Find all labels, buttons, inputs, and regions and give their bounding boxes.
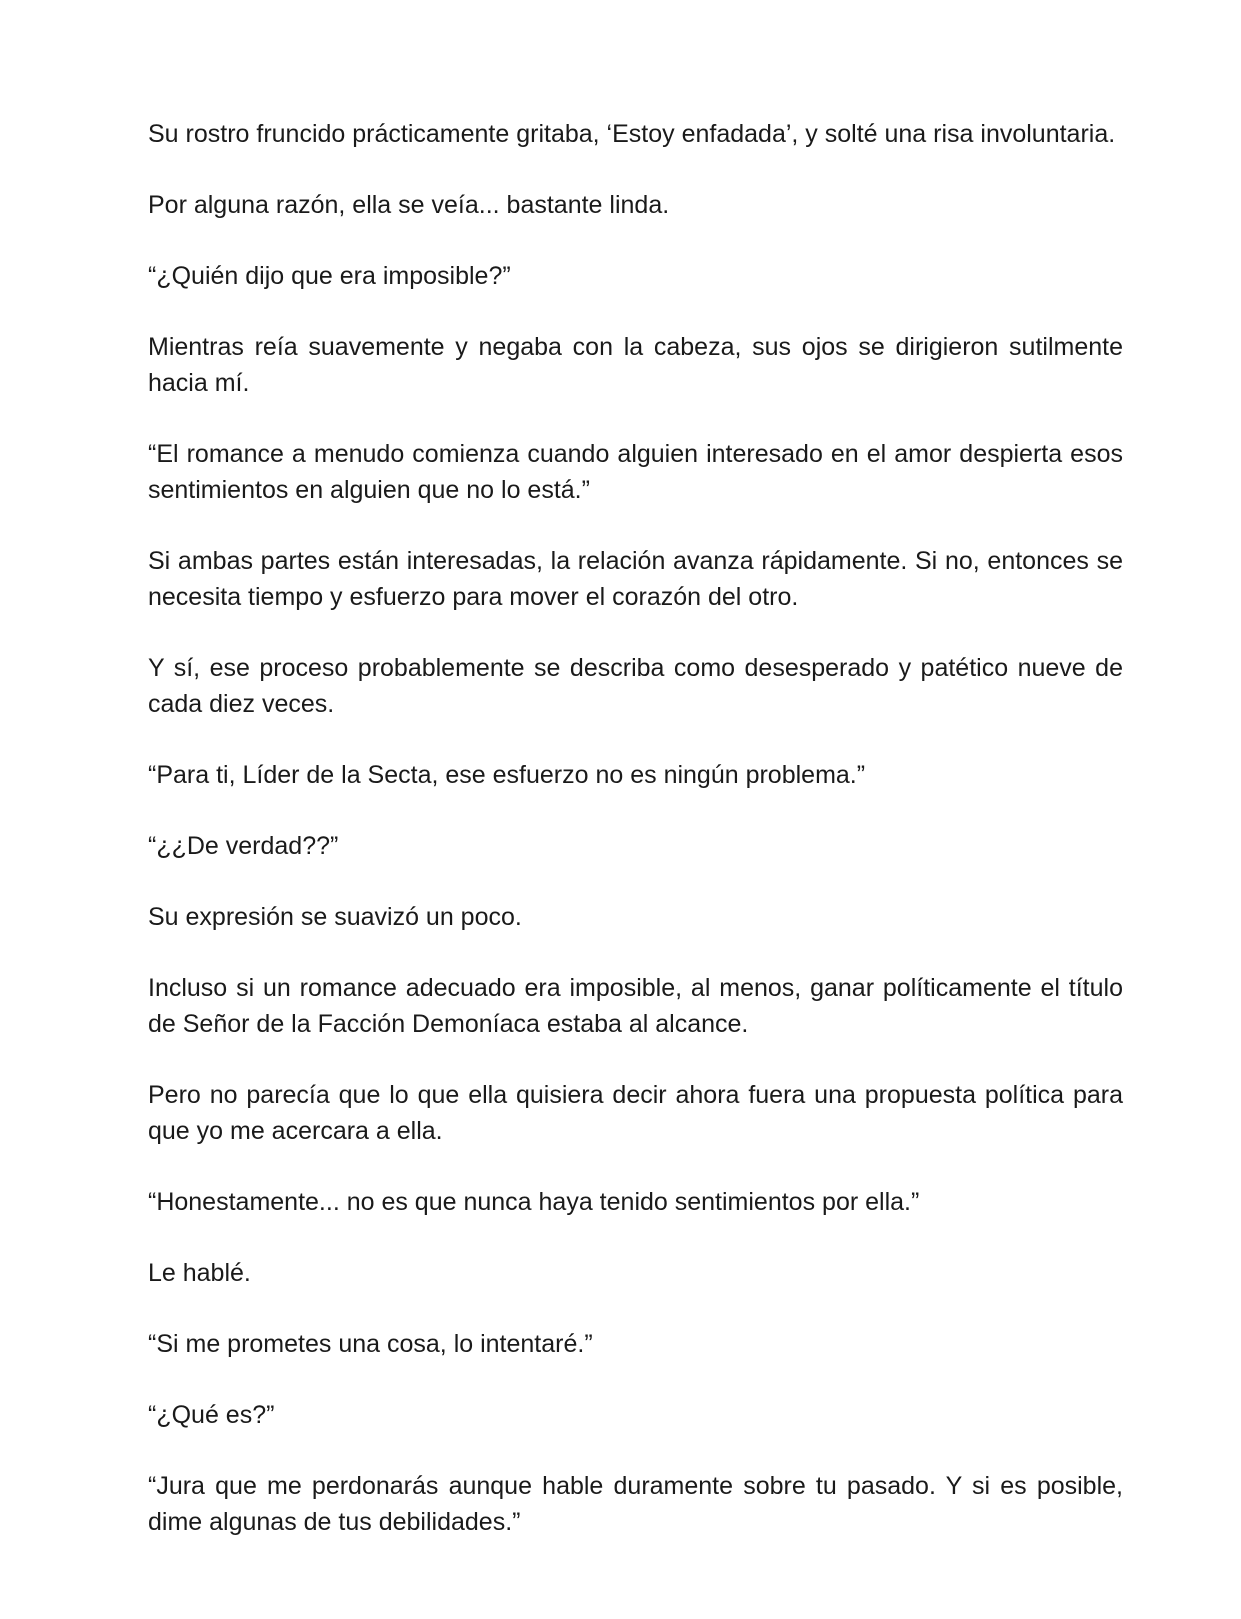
- paragraph: “¿¿De verdad??”: [148, 832, 339, 860]
- paragraph: Su rostro fruncido prácticamente gritaba, ‘Estoy enfadada’, y solté una risa involuntaria.: [148, 120, 1116, 148]
- paragraph: Pero no parecía que lo que ella quisiera decir ahora fuera una propuesta política para que yo me acercara a ella.: [148, 1081, 1123, 1145]
- paragraph: “Honestamente... no es que nunca haya tenido sentimientos por ella.”: [148, 1188, 920, 1216]
- paragraph: Si ambas partes están interesadas, la relación avanza rápidamente. Si no, entonces se necesita tiempo y esfuerzo para mover el corazón del otro.: [148, 547, 1123, 611]
- paragraph: “El romance a menudo comienza cuando alguien interesado en el amor despierta esos sentimientos en alguien que no lo está.”: [148, 440, 1123, 504]
- paragraph: “¿Quién dijo que era imposible?”: [148, 262, 511, 290]
- paragraph: “Para ti, Líder de la Secta, ese esfuerzo no es ningún problema.”: [148, 761, 866, 789]
- paragraph: “¿Qué es?”: [148, 1401, 275, 1429]
- paragraph: “Jura que me perdonarás aunque hable duramente sobre tu pasado. Y si es posible, dime algunas de tus debilidades.”: [148, 1472, 1123, 1536]
- paragraph: Incluso si un romance adecuado era imposible, al menos, ganar políticamente el título de Señor de la Facción Demoníaca estaba al alcance.: [148, 974, 1123, 1038]
- paragraph: “Si me prometes una cosa, lo intentaré.”: [148, 1330, 593, 1358]
- paragraph: Y sí, ese proceso probablemente se describa como desesperado y patético nueve de cada diez veces.: [148, 654, 1123, 718]
- paragraph: Mientras reía suavemente y negaba con la cabeza, sus ojos se dirigieron sutilmente hacia mí.: [148, 333, 1123, 397]
- paragraph: Le hablé.: [148, 1259, 251, 1287]
- paragraph: Por alguna razón, ella se veía... bastante linda.: [148, 191, 670, 219]
- paragraph: Su expresión se suavizó un poco.: [148, 903, 522, 931]
- body-text: [148, 116, 1123, 1575]
